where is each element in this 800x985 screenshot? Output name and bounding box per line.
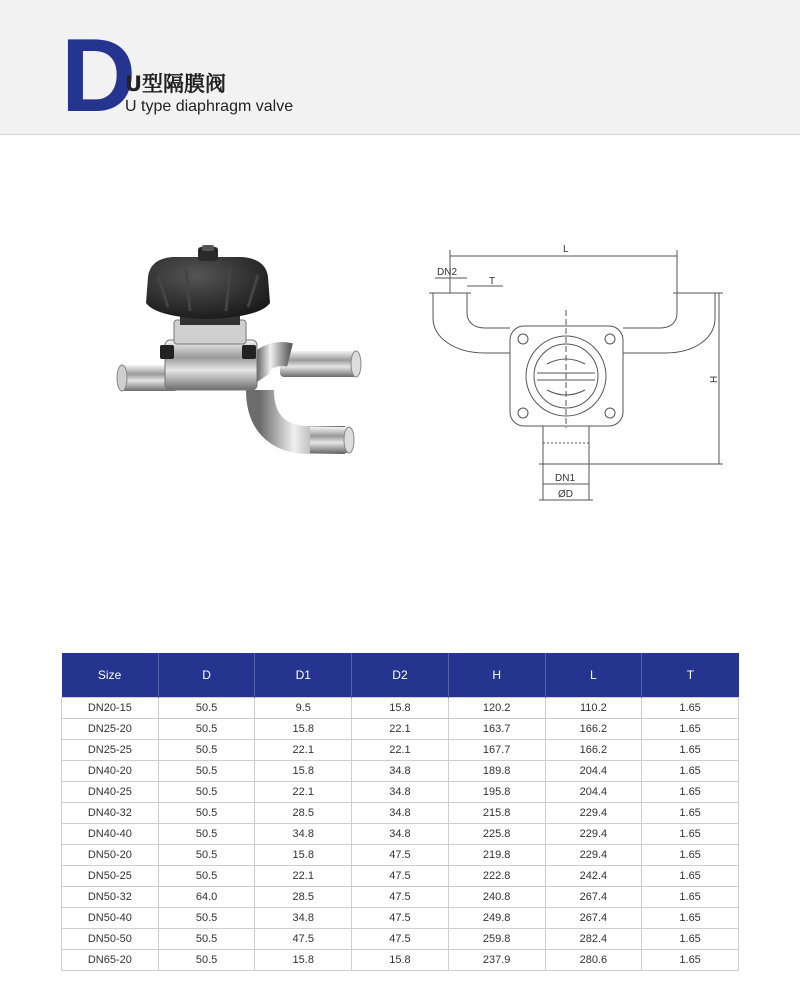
col-header-t: T [642,653,739,698]
dim-label-OD: ØD [558,489,573,500]
table-cell: 229.4 [545,803,642,824]
table-cell: 15.8 [255,845,352,866]
dim-label-L: L [563,244,569,255]
dim-label-H: H [709,375,720,383]
table-cell: 34.8 [255,908,352,929]
spec-table [61,653,739,971]
table-cell: 282.4 [545,929,642,950]
col-header-d: D [158,653,255,698]
table-cell: 50.5 [158,698,255,719]
col-header-d1: D1 [255,653,352,698]
table-cell: 1.65 [642,950,739,971]
table-cell: 1.65 [642,887,739,908]
table-cell: 15.8 [255,761,352,782]
table-cell: DN65-20 [62,950,159,971]
table-cell: 28.5 [255,887,352,908]
table-cell: 1.65 [642,782,739,803]
table-cell: 166.2 [545,719,642,740]
table-cell: 222.8 [448,866,545,887]
table-body [62,698,739,971]
table-row [62,950,739,971]
table-row [62,929,739,950]
table-cell: 249.8 [448,908,545,929]
table-cell: DN40-32 [62,803,159,824]
table-cell: 47.5 [352,929,449,950]
table-cell: DN25-20 [62,719,159,740]
table-cell: 47.5 [352,887,449,908]
table-cell: 50.5 [158,908,255,929]
table-cell: 50.5 [158,719,255,740]
table-row [62,719,739,740]
table-cell: 1.65 [642,803,739,824]
table-cell: 215.8 [448,803,545,824]
table-cell: 237.9 [448,950,545,971]
table-cell: 34.8 [255,824,352,845]
table-cell: 47.5 [352,866,449,887]
table-cell: 15.8 [352,950,449,971]
table-row [62,866,739,887]
table-cell: 1.65 [642,719,739,740]
table-cell: 50.5 [158,824,255,845]
table-cell: 1.65 [642,740,739,761]
table-cell: 50.5 [158,950,255,971]
table-cell: 50.5 [158,761,255,782]
table-row [62,740,739,761]
table-cell: 1.65 [642,845,739,866]
dim-label-DN1: DN1 [555,473,576,484]
table-row [62,908,739,929]
spec-table-container [61,653,739,971]
table-cell: 22.1 [255,740,352,761]
table-cell: 110.2 [545,698,642,719]
table-cell: 163.7 [448,719,545,740]
table-cell: DN40-40 [62,824,159,845]
table-cell: 229.4 [545,845,642,866]
table-cell: 34.8 [352,824,449,845]
table-cell: 167.7 [448,740,545,761]
table-cell: 22.1 [352,719,449,740]
table-cell: 22.1 [352,740,449,761]
table-cell: DN50-32 [62,887,159,908]
section-letter: D [61,18,135,134]
table-row [62,761,739,782]
table-cell: 259.8 [448,929,545,950]
table-cell: 50.5 [158,866,255,887]
table-cell: 1.65 [642,698,739,719]
col-header-d2: D2 [352,653,449,698]
table-cell: 15.8 [352,698,449,719]
table-cell: 47.5 [352,845,449,866]
table-cell: 50.5 [158,845,255,866]
dim-label-DN2: DN2 [437,267,458,278]
table-cell: DN50-25 [62,866,159,887]
table-cell: 204.4 [545,782,642,803]
page-header [0,0,800,135]
table-cell: 225.8 [448,824,545,845]
table-cell: 242.4 [545,866,642,887]
table-row [62,803,739,824]
table-cell: 34.8 [352,803,449,824]
table-cell: 1.65 [642,866,739,887]
table-cell: 22.1 [255,782,352,803]
table-cell: 267.4 [545,887,642,908]
table-cell: 34.8 [352,761,449,782]
table-cell: 280.6 [545,950,642,971]
table-cell: 50.5 [158,929,255,950]
table-cell: DN50-20 [62,845,159,866]
table-row [62,824,739,845]
table-cell: 34.8 [352,782,449,803]
valve-photo [110,245,380,470]
table-cell: 15.8 [255,950,352,971]
table-cell: 204.4 [545,761,642,782]
table-cell: 267.4 [545,908,642,929]
table-cell: DN40-25 [62,782,159,803]
table-row [62,887,739,908]
table-row [62,698,739,719]
valve-technical-drawing [415,238,735,510]
table-cell: 240.8 [448,887,545,908]
table-cell: DN40-20 [62,761,159,782]
table-cell: 166.2 [545,740,642,761]
table-cell: 189.8 [448,761,545,782]
col-header-size: Size [62,653,159,698]
table-cell: 1.65 [642,908,739,929]
table-cell: 47.5 [255,929,352,950]
table-cell: 50.5 [158,740,255,761]
table-cell: 47.5 [352,908,449,929]
table-cell: 50.5 [158,803,255,824]
table-cell: 195.8 [448,782,545,803]
table-cell: 1.65 [642,824,739,845]
table-cell: DN50-50 [62,929,159,950]
col-header-l: L [545,653,642,698]
table-cell: 15.8 [255,719,352,740]
table-cell: 1.65 [642,929,739,950]
table-row [62,845,739,866]
table-header-row [62,653,739,698]
table-row [62,782,739,803]
table-cell: 50.5 [158,782,255,803]
table-cell: 229.4 [545,824,642,845]
table-cell: DN25-25 [62,740,159,761]
col-header-h: H [448,653,545,698]
table-cell: 22.1 [255,866,352,887]
table-cell: DN20-15 [62,698,159,719]
table-cell: DN50-40 [62,908,159,929]
table-cell: 9.5 [255,698,352,719]
product-title-en: U type diaphragm valve [125,98,294,115]
product-title-cn: U型隔膜阀 [125,72,227,96]
table-cell: 64.0 [158,887,255,908]
table-cell: 1.65 [642,761,739,782]
table-cell: 120.2 [448,698,545,719]
dim-label-T: T [489,276,496,287]
table-cell: 28.5 [255,803,352,824]
table-cell: 219.8 [448,845,545,866]
